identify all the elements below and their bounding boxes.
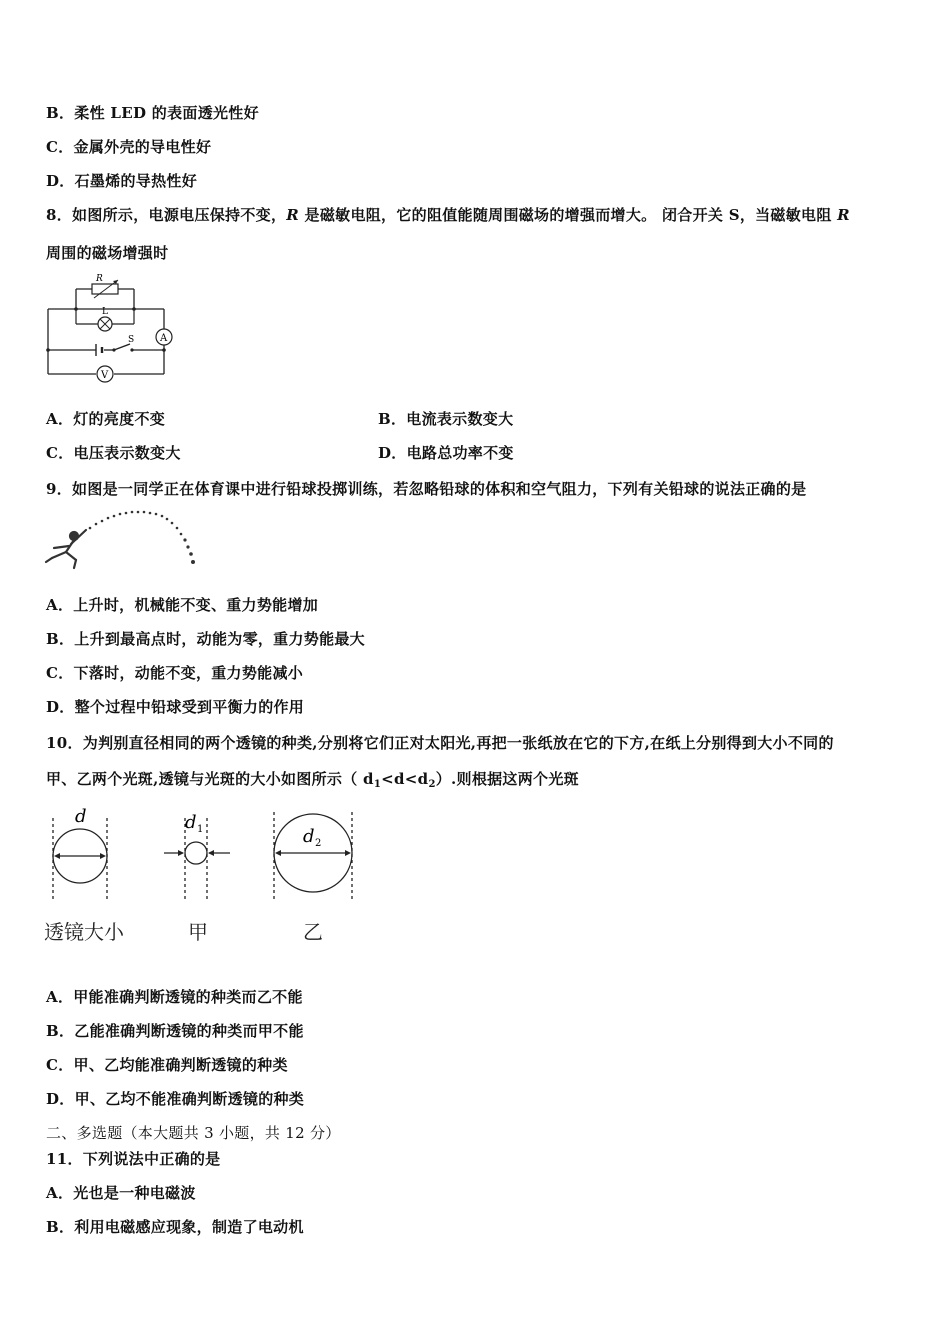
q9-option-d: D．整个过程中铅球受到平衡力的作用 [46,698,305,716]
q11-option-b: B．利用电磁感应现象，制造了电动机 [46,1218,304,1236]
q7-option-d: D．石墨烯的导热性好 [46,172,198,190]
shot-put-svg [44,506,204,578]
label-d2: d [303,826,315,847]
label-v: V [101,370,109,381]
q8-option-b: B．电流表示数变大 [378,410,514,428]
q10-stem-part-c: ）.则根据这两个光斑 [435,770,579,788]
label-l: L [102,307,108,317]
q11-stem: 11．下列说法中正确的是 [46,1150,221,1168]
q9-option-a: A．上升时，机械能不变、重力势能增加 [46,596,319,614]
label-yi: 乙 [303,920,323,944]
q9-stem: 9．如图是一同学正在体育课中进行铅球投掷训练，若忽略铅球的体积和空气阻力，下列有关铅球的说法正确的是 [46,480,807,498]
q8-var-r: R [286,206,300,224]
q10-lens-figure [40,800,370,910]
section-2-title: 二、多选题（本大题共 3 小题，共 12 分） [46,1124,341,1142]
resistor-r-icon [92,284,118,294]
label-a: A [160,333,168,344]
q8-stem-part-a: 8．如图所示，电源电压保持不变， [46,206,287,224]
q8-circuit-diagram [44,272,184,387]
label-d1: d [185,812,197,833]
q9-shot-put-figure [44,506,204,578]
q10-stem-line1: 10．为判别直径相同的两个透镜的种类,分别将它们正对太阳光,再把一张纸放在它的下方,在纸上分别得到大小不同的 [46,734,834,752]
q7-option-c: C．金属外壳的导电性好 [46,138,212,156]
q10-option-d: D．甲、乙均不能准确判断透镜的种类 [46,1090,305,1108]
trajectory-dots [89,511,195,564]
q8-var-r2: R [837,206,850,224]
q8-stem-part-b: 是磁敏电阻，它的阻值能随周围磁场的增强而增大。 闭合开关 S，当磁敏电阻 [299,206,838,224]
label-r: R [96,274,103,284]
q10-option-c: C．甲、乙均能准确判断透镜的种类 [46,1056,288,1074]
q8-option-c: C．电压表示数变大 [46,444,181,462]
circuit-svg [44,272,184,387]
q9-option-b: B．上升到最高点时，动能为零，重力势能最大 [46,630,365,648]
q8-stem-line1 [46,204,850,225]
q8-option-d: D．电路总功率不变 [378,444,514,462]
q10-option-a: A．甲能准确判断透镜的种类而乙不能 [46,988,303,1006]
label-d2-sub: 2 [315,838,322,849]
q9-option-c: C．下落时，动能不变，重力势能减小 [46,664,304,682]
label-s: S [128,335,135,345]
q10-stem-line2 [46,768,579,790]
q7-option-b: B．柔性 LED 的表面透光性好 [46,104,259,122]
q10-stem-part-a: 甲、乙两个光斑,透镜与光斑的大小如图所示（ d [46,770,374,788]
label-lens-size: 透镜大小 [44,920,124,944]
spot-jia-circle [185,842,207,864]
athlete-icon [46,530,86,568]
q10-option-b: B．乙能准确判断透镜的种类而甲不能 [46,1022,304,1040]
q10-stem-part-b: <d<d [381,770,429,788]
label-d1-sub: 1 [197,824,204,835]
label-d: d [75,806,87,827]
q8-stem-line2: 周围的磁场增强时 [46,244,169,262]
label-jia: 甲 [188,920,208,944]
q10-sub-1: 1 [373,779,382,790]
q10-sub-2: 2 [428,779,436,790]
lens-svg [40,800,370,910]
q11-option-a: A．光也是一种电磁波 [46,1184,196,1202]
q8-option-a: A．灯的亮度不变 [46,410,166,428]
